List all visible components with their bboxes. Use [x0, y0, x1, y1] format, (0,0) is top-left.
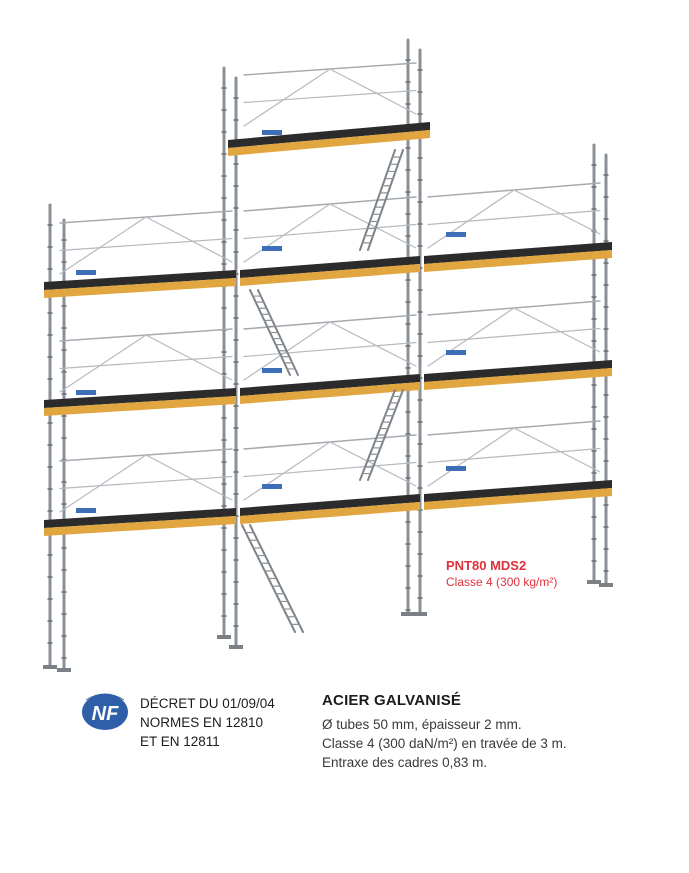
base-plate	[229, 645, 243, 649]
frame-tag	[446, 466, 466, 471]
spec-line: Entraxe des cadres 0,83 m.	[322, 755, 488, 770]
nf-logo-text: NF	[91, 703, 119, 725]
frame-tag	[76, 270, 96, 275]
nf-certification-icon	[80, 690, 130, 732]
base-plate	[587, 580, 601, 584]
guard-rail-mid	[244, 463, 416, 477]
model-name: PNT80 MDS2	[446, 558, 527, 573]
frame-tag	[76, 390, 96, 395]
frame-tag	[262, 130, 282, 135]
base-plate	[217, 635, 231, 639]
base-plate	[401, 612, 415, 616]
spec-line: Classe 4 (300 daN/m²) en travée de 3 m.	[322, 736, 567, 751]
spec-line: Ø tubes 50 mm, épaisseur 2 mm.	[322, 717, 522, 732]
base-plate	[57, 668, 71, 672]
guard-rail-mid	[428, 211, 600, 225]
frame-tag	[262, 368, 282, 373]
base-plate	[599, 583, 613, 587]
certification-line: NORMES EN 12810	[140, 715, 264, 730]
frame-tag	[76, 508, 96, 513]
frame-tag	[446, 232, 466, 237]
frame-tag	[262, 246, 282, 251]
base-plate	[43, 665, 57, 669]
base-plate	[413, 612, 427, 616]
model-label	[446, 558, 557, 590]
specifications-block	[322, 692, 567, 772]
model-class: Classe 4 (300 kg/m²)	[446, 575, 558, 589]
guard-rail-mid	[244, 343, 416, 357]
guard-rail-mid	[428, 449, 600, 463]
certification-line: DÉCRET DU 01/09/04	[140, 696, 275, 711]
frame-tag	[446, 350, 466, 355]
frame-tag	[262, 484, 282, 489]
guard-rail-mid	[244, 225, 416, 239]
specifications-title: ACIER GALVANISÉ	[322, 692, 462, 709]
guard-rail-mid	[428, 329, 600, 343]
certification-line: ET EN 12811	[140, 734, 220, 749]
certification-block	[140, 694, 275, 751]
